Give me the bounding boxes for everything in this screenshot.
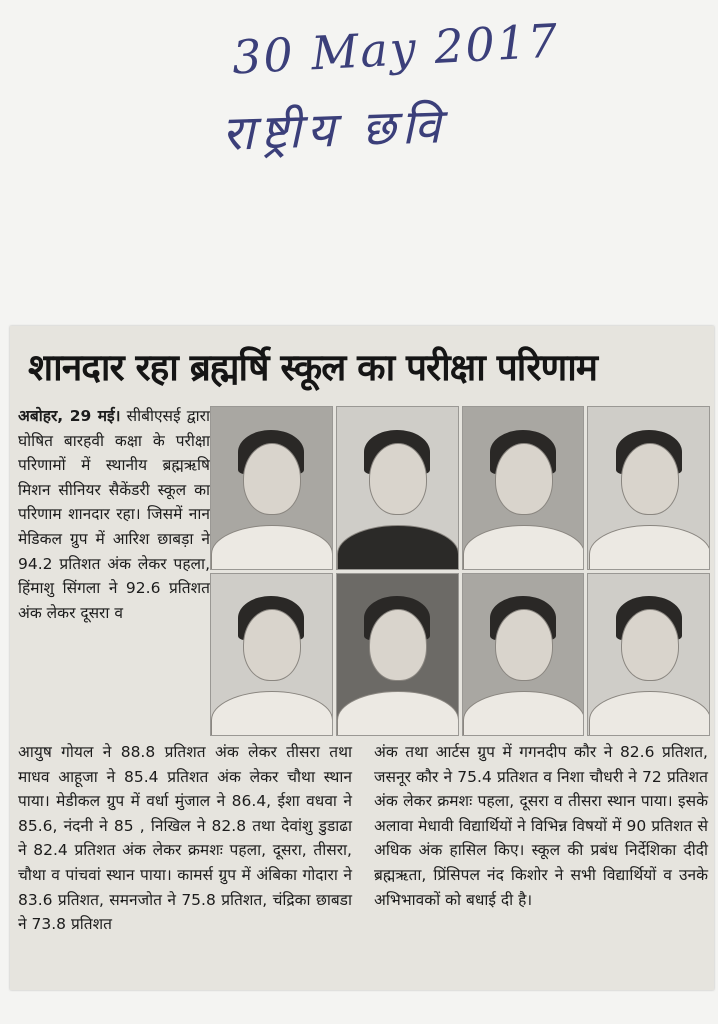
handwritten-newspaper-name: राष्ट्रीय छवि <box>221 98 448 162</box>
article-dateline: अबोहर, 29 मई। <box>18 407 121 425</box>
article-bottom-columns <box>18 740 708 937</box>
photo-face-shape <box>495 443 553 515</box>
article-left-column <box>18 404 210 625</box>
photo-shoulders-shape <box>463 691 584 736</box>
photo-shoulders-shape <box>589 691 710 736</box>
photo-face-shape <box>621 609 679 681</box>
photo-face-shape <box>369 443 427 515</box>
newspaper-clipping <box>10 326 714 990</box>
handwritten-annotation <box>0 0 718 260</box>
photo-face-shape <box>243 443 301 515</box>
article-bottom-left-column <box>18 740 352 937</box>
photo-shoulders-shape <box>337 525 458 570</box>
student-photo-grid <box>210 406 710 736</box>
article-bottom-right-column <box>374 740 708 937</box>
photo-face-shape <box>495 609 553 681</box>
student-photo <box>587 406 710 570</box>
student-photo <box>336 406 459 570</box>
photo-shoulders-shape <box>211 691 332 736</box>
photo-shoulders-shape <box>589 525 710 570</box>
student-photo <box>462 573 585 737</box>
student-photo <box>462 406 585 570</box>
article-headline: शानदार रहा ब्रह्मर्षि स्कूल का परीक्षा परिणाम <box>28 346 597 389</box>
article-bottom-left-text: आयुष गोयल ने 88.8 प्रतिशत अंक लेकर तीसरा तथा माधव आहूजा ने 85.4 प्रतिशत अंक लेकर चौथा स्थान पाया। मेडीकल ग्रुप में वर्धा मुंजाल ने 86.4, ईशा वधवा ने 85.6, नंदनी ने 85 , निखिल ने 82.8 तथा देवांशु डुडाढा ने 82.4 प्रतिशत अंक लेकर क्रमशः पहला, दूसरा, तीसरा, चौथा व पांचवां स्थान पाया। कामर्स ग्रुप में अंबिका गोदारा ने 83.6 प्रतिशत, समनजोत ने 75.8 प्रतिशत, चंद्रिका छाबडा ने 73.8 प्रतिशत <box>18 743 352 934</box>
handwritten-date: 30 May 2017 <box>230 13 561 85</box>
photo-shoulders-shape <box>463 525 584 570</box>
article-left-text: सीबीएसई द्वारा घोषित बारहवी कक्षा के परीक्षा परिणामों में स्थानीय ब्रह्मऋषि मिशन सीनियर सैकेंडरी स्कूल का परिणाम शानदार रहा। जिसमें नान मेडिकल ग्रुप में आरिश छाबड़ा ने 94.2 प्रतिशत अंक लेकर पहला, हिंमाशु सिंगला ने 92.6 प्रतिशत अंक लेकर दूसरा व <box>18 407 210 622</box>
photo-shoulders-shape <box>211 525 332 570</box>
photo-face-shape <box>621 443 679 515</box>
article-bottom-right-text: अंक तथा आर्टस ग्रुप में गगनदीप कौर ने 82.6 प्रतिशत, जसनूर कौर ने 75.4 प्रतिशत व निशा चौधरी ने 72 प्रतिशत अंक लेकर क्रमशः पहला, दूसरा व तीसरा स्थान पाया। इसके अलावा मेधावी विद्यार्थियों ने विभिन्न विषयों में 90 प्रतिशत से अधिक अंक हासिल किए। स्कूल की प्रबंध निर्देशिका दीदी ब्रह्मऋता, प्रिंसिपल नंद किशोर ने सभी विद्यार्थियों व उनके अभिभावकों को बधाई दी है। <box>374 743 708 909</box>
student-photo <box>210 573 333 737</box>
photo-shoulders-shape <box>337 691 458 736</box>
student-photo <box>210 406 333 570</box>
student-photo <box>587 573 710 737</box>
photo-face-shape <box>243 609 301 681</box>
student-photo <box>336 573 459 737</box>
photo-face-shape <box>369 609 427 681</box>
